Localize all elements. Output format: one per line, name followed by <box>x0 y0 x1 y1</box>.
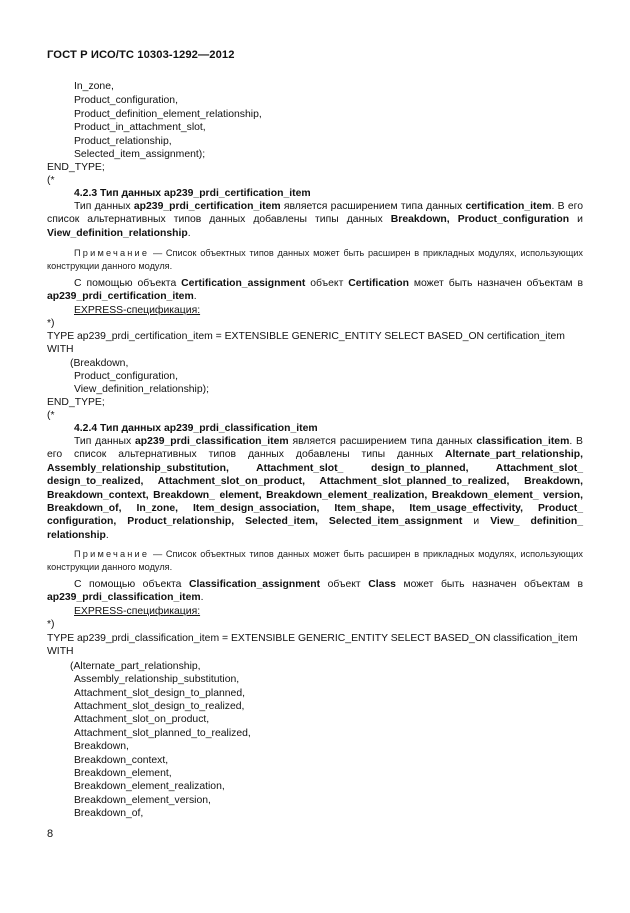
section-heading-4-2-3: 4.2.3 Тип данных ap239_prdi_certification_item <box>74 188 311 199</box>
section-4-2-3-paragraph-1: Тип данных ap239_prdi_certification_item является расширением типа данных certification_item. В его список альтернативных типов данных добавлены типы данных Breakdown, Product_configuration и View_definition_relationship. <box>47 201 584 239</box>
code-line: View_definition_relationship); <box>74 384 209 395</box>
code-line: END_TYPE; <box>47 397 105 408</box>
express-spec-label: EXPRESS-спецификация: <box>74 606 201 617</box>
code-line: Breakdown_element, <box>74 768 172 779</box>
code-comment-close: *) <box>47 619 55 630</box>
page-number: 8 <box>47 828 54 840</box>
code-line: Breakdown_context, <box>74 755 169 766</box>
code-line: (Alternate_part_relationship, <box>70 661 201 672</box>
code-line: Product_configuration, <box>74 371 178 382</box>
with-keyword: WITH <box>47 646 74 657</box>
code-comment-open: (* <box>47 410 55 421</box>
code-comment-open: (* <box>47 175 55 186</box>
code-comment-close: *) <box>47 318 55 329</box>
code-line: END_TYPE; <box>47 162 105 173</box>
code-line: Product_definition_element_relationship, <box>74 109 262 120</box>
code-line: Product_relationship, <box>74 136 172 147</box>
code-line: Attachment_slot_design_to_realized, <box>74 701 245 712</box>
code-line: Attachment_slot_on_product, <box>74 714 210 725</box>
section-4-2-4-paragraph-1: Тип данных ap239_prdi_classification_item является расширением типа данных classification_item. В его список альтернативных типов данных добавлены типы данных Alternate_part_relationship, Assembly_relationship_substitution, Attachment_slot_ design_to_planned, Attachment_slot_ design_to_realized, Attachment_slot_on_product, Attachment_slot_planned_to_realized, Breakdown, Breakdown_context, Breakdown_ element, Breakdown_element_realization, Breakdown_element_ version, Breakdown_of, In_zone, Item_design_association, Item_shape, Item_usage_effectivity, Product_ configuration, Product_relationship, Selected_item, Selected_item_assignment и View_ definition_ relationship. <box>47 436 584 541</box>
code-line: (Breakdown, <box>70 358 129 369</box>
type-declaration: TYPE ap239_prdi_certification_item = EXTENSIBLE GENERIC_ENTITY SELECT BASED_ON certification_item <box>47 331 565 342</box>
section-4-2-3-note: Примечание — Список объектных типов данных может быть расширен в прикладных модулях, использующих конструкции данного модуля. <box>47 248 583 271</box>
express-spec-label: EXPRESS-спецификация: <box>74 305 201 316</box>
with-keyword: WITH <box>47 344 74 355</box>
code-line: Product_configuration, <box>74 95 178 106</box>
code-line: Breakdown_element_version, <box>74 795 211 806</box>
document-header: ГОСТ Р ИСО/ТС 10303-1292—2012 <box>47 49 235 61</box>
code-line: Breakdown_of, <box>74 808 144 819</box>
section-heading-4-2-4: 4.2.4 Тип данных ap239_prdi_classification_item <box>74 423 318 434</box>
code-line: Product_in_attachment_slot, <box>74 122 206 133</box>
section-4-2-3-paragraph-2: С помощью объекта Certification_assignment объект Certification может быть назначен объектам в ap239_prdi_certification_item. <box>47 278 583 303</box>
section-4-2-4-paragraph-2: С помощью объекта Classification_assignment объект Class может быть назначен объектам в ap239_prdi_classification_item. <box>47 579 583 604</box>
code-line: Breakdown_element_realization, <box>74 781 225 792</box>
code-line: Breakdown, <box>74 741 129 752</box>
code-line: In_zone, <box>74 81 114 92</box>
type-declaration: TYPE ap239_prdi_classification_item = EXTENSIBLE GENERIC_ENTITY SELECT BASED_ON classification_item <box>47 633 578 644</box>
code-line: Selected_item_assignment); <box>74 149 206 160</box>
code-line: Attachment_slot_planned_to_realized, <box>74 728 251 739</box>
code-line: Assembly_relationship_substitution, <box>74 674 240 685</box>
section-4-2-4-note: Примечание — Список объектных типов данных может быть расширен в прикладных модулях, использующих конструкции данного модуля. <box>47 549 583 572</box>
code-line: Attachment_slot_design_to_planned, <box>74 688 245 699</box>
